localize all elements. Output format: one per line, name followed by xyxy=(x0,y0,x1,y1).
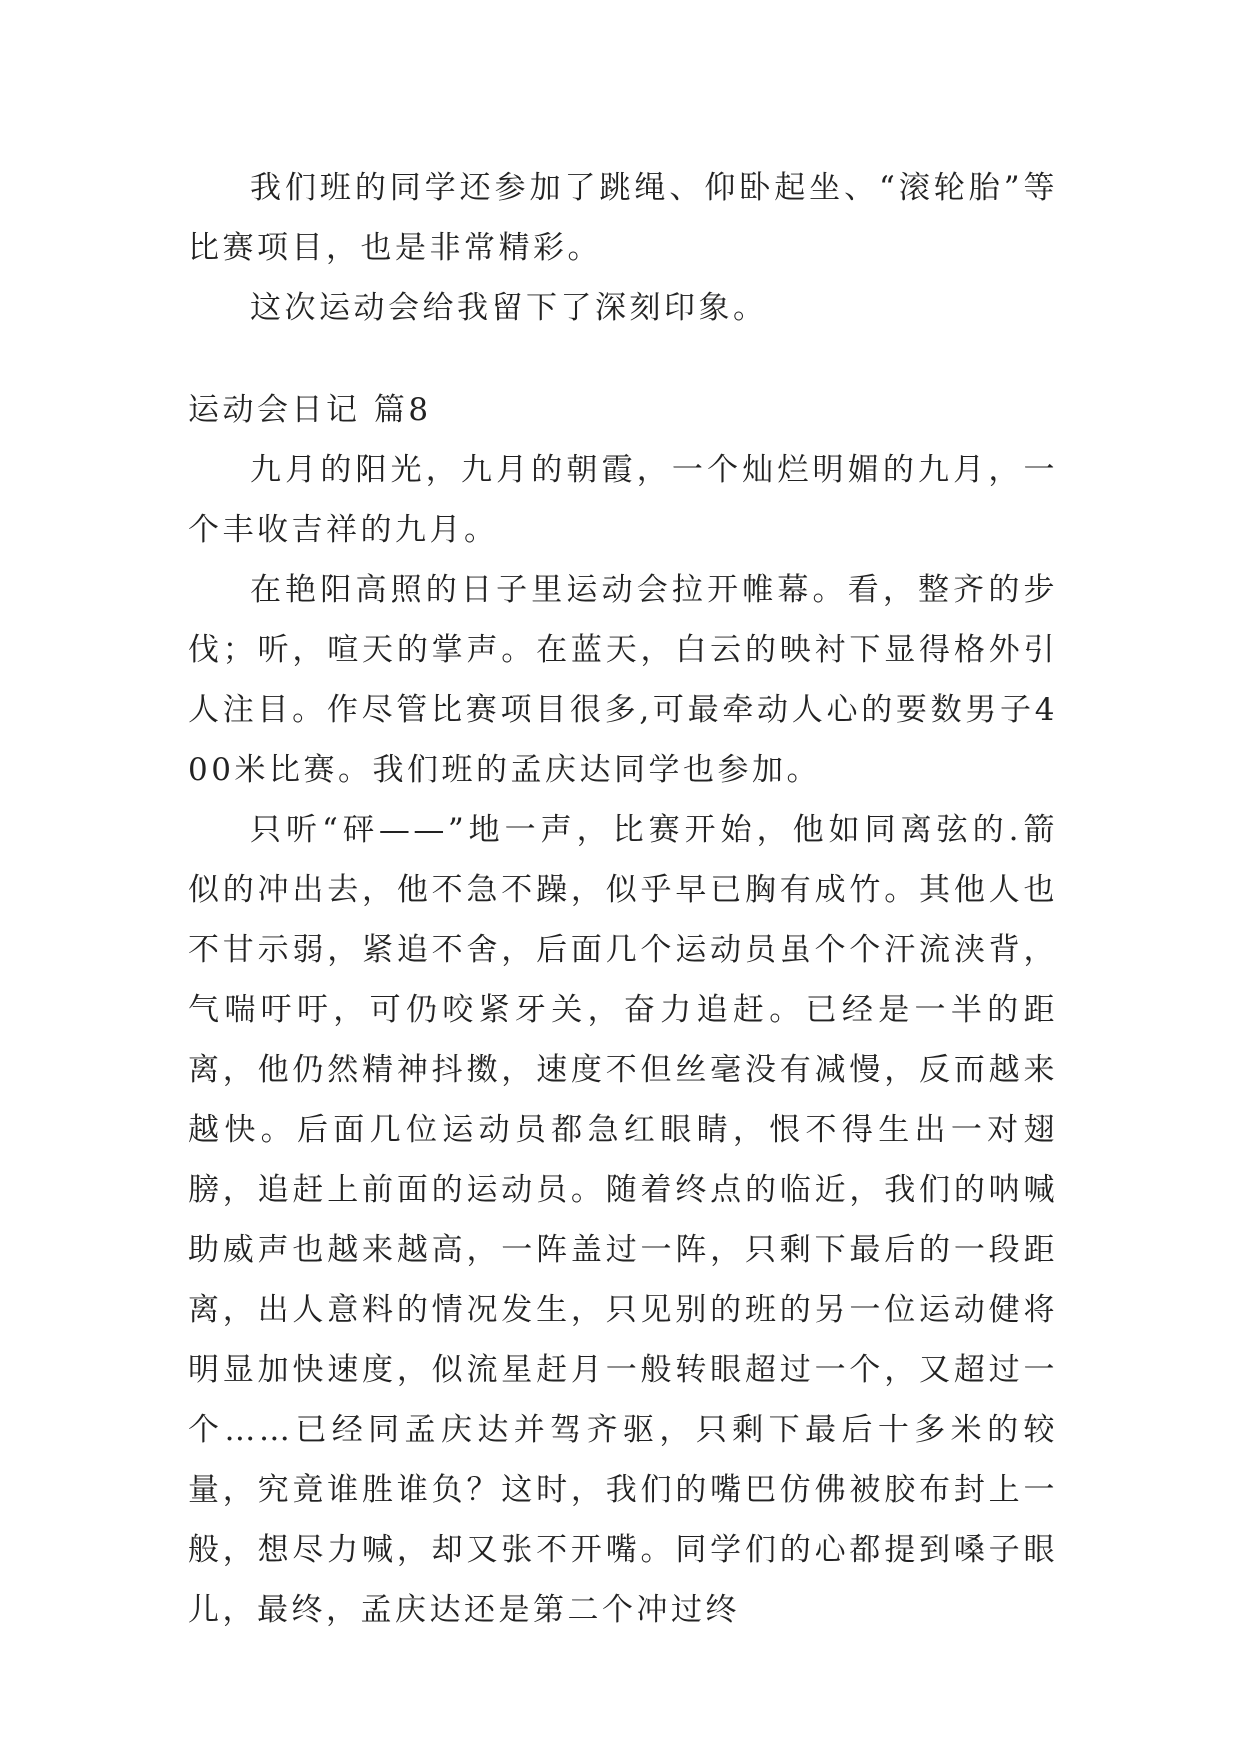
paragraph-events: 我们班的同学还参加了跳绳、仰卧起坐、“滚轮胎”等比赛项目，也是非常精彩。 xyxy=(188,170,1058,266)
paragraph-opening: 在艳阳高照的日子里运动会拉开帷幕。看，整齐的步伐；听，喧天的掌声。在蓝天，白云的映衬下显得格外引人注目。作尽管比赛项目很多,可最牵动人心的要数男子400米比赛。我们班的孟庆达同学也参加。 xyxy=(188,572,1058,788)
document-body xyxy=(188,158,1058,1640)
paragraph-september: 九月的阳光，九月的朝霞，一个灿烂明媚的九月，一个丰收吉祥的九月。 xyxy=(188,452,1058,548)
section-heading: 运动会日记 篇8 xyxy=(188,392,432,428)
paragraph-impression: 这次运动会给我留下了深刻印象。 xyxy=(250,290,768,326)
paragraph-race: 只听“砰——”地一声，比赛开始，他如同离弦的.箭似的冲出去，他不急不躁，似乎早已胸有成竹。其他人也不甘示弱，紧追不舍，后面几个运动员虽个个汗流浃背，气喘吁吁，可仍咬紧牙关，奋力追赶。已经是一半的距离，他仍然精神抖擞，速度不但丝毫没有减慢，反而越来越快。后面几位运动员都急红眼睛，恨不得生出一对翅膀，追赶上前面的运动员。随着终点的临近，我们的呐喊助威声也越来越高，一阵盖过一阵，只剩下最后的一段距离，出人意料的情况发生，只见别的班的另一位运动健将明显加快速度，似流星赶月一般转眼超过一个，又超过一个……已经同孟庆达并驾齐驱，只剩下最后十多米的较量，究竟谁胜谁负？这时，我们的嘴巴仿佛被胶布封上一般，想尽力喊，却又张不开嘴。同学们的心都提到嗓子眼儿，最终，孟庆达还是第二个冲过终 xyxy=(188,812,1058,1628)
section-spacer xyxy=(188,338,1058,380)
